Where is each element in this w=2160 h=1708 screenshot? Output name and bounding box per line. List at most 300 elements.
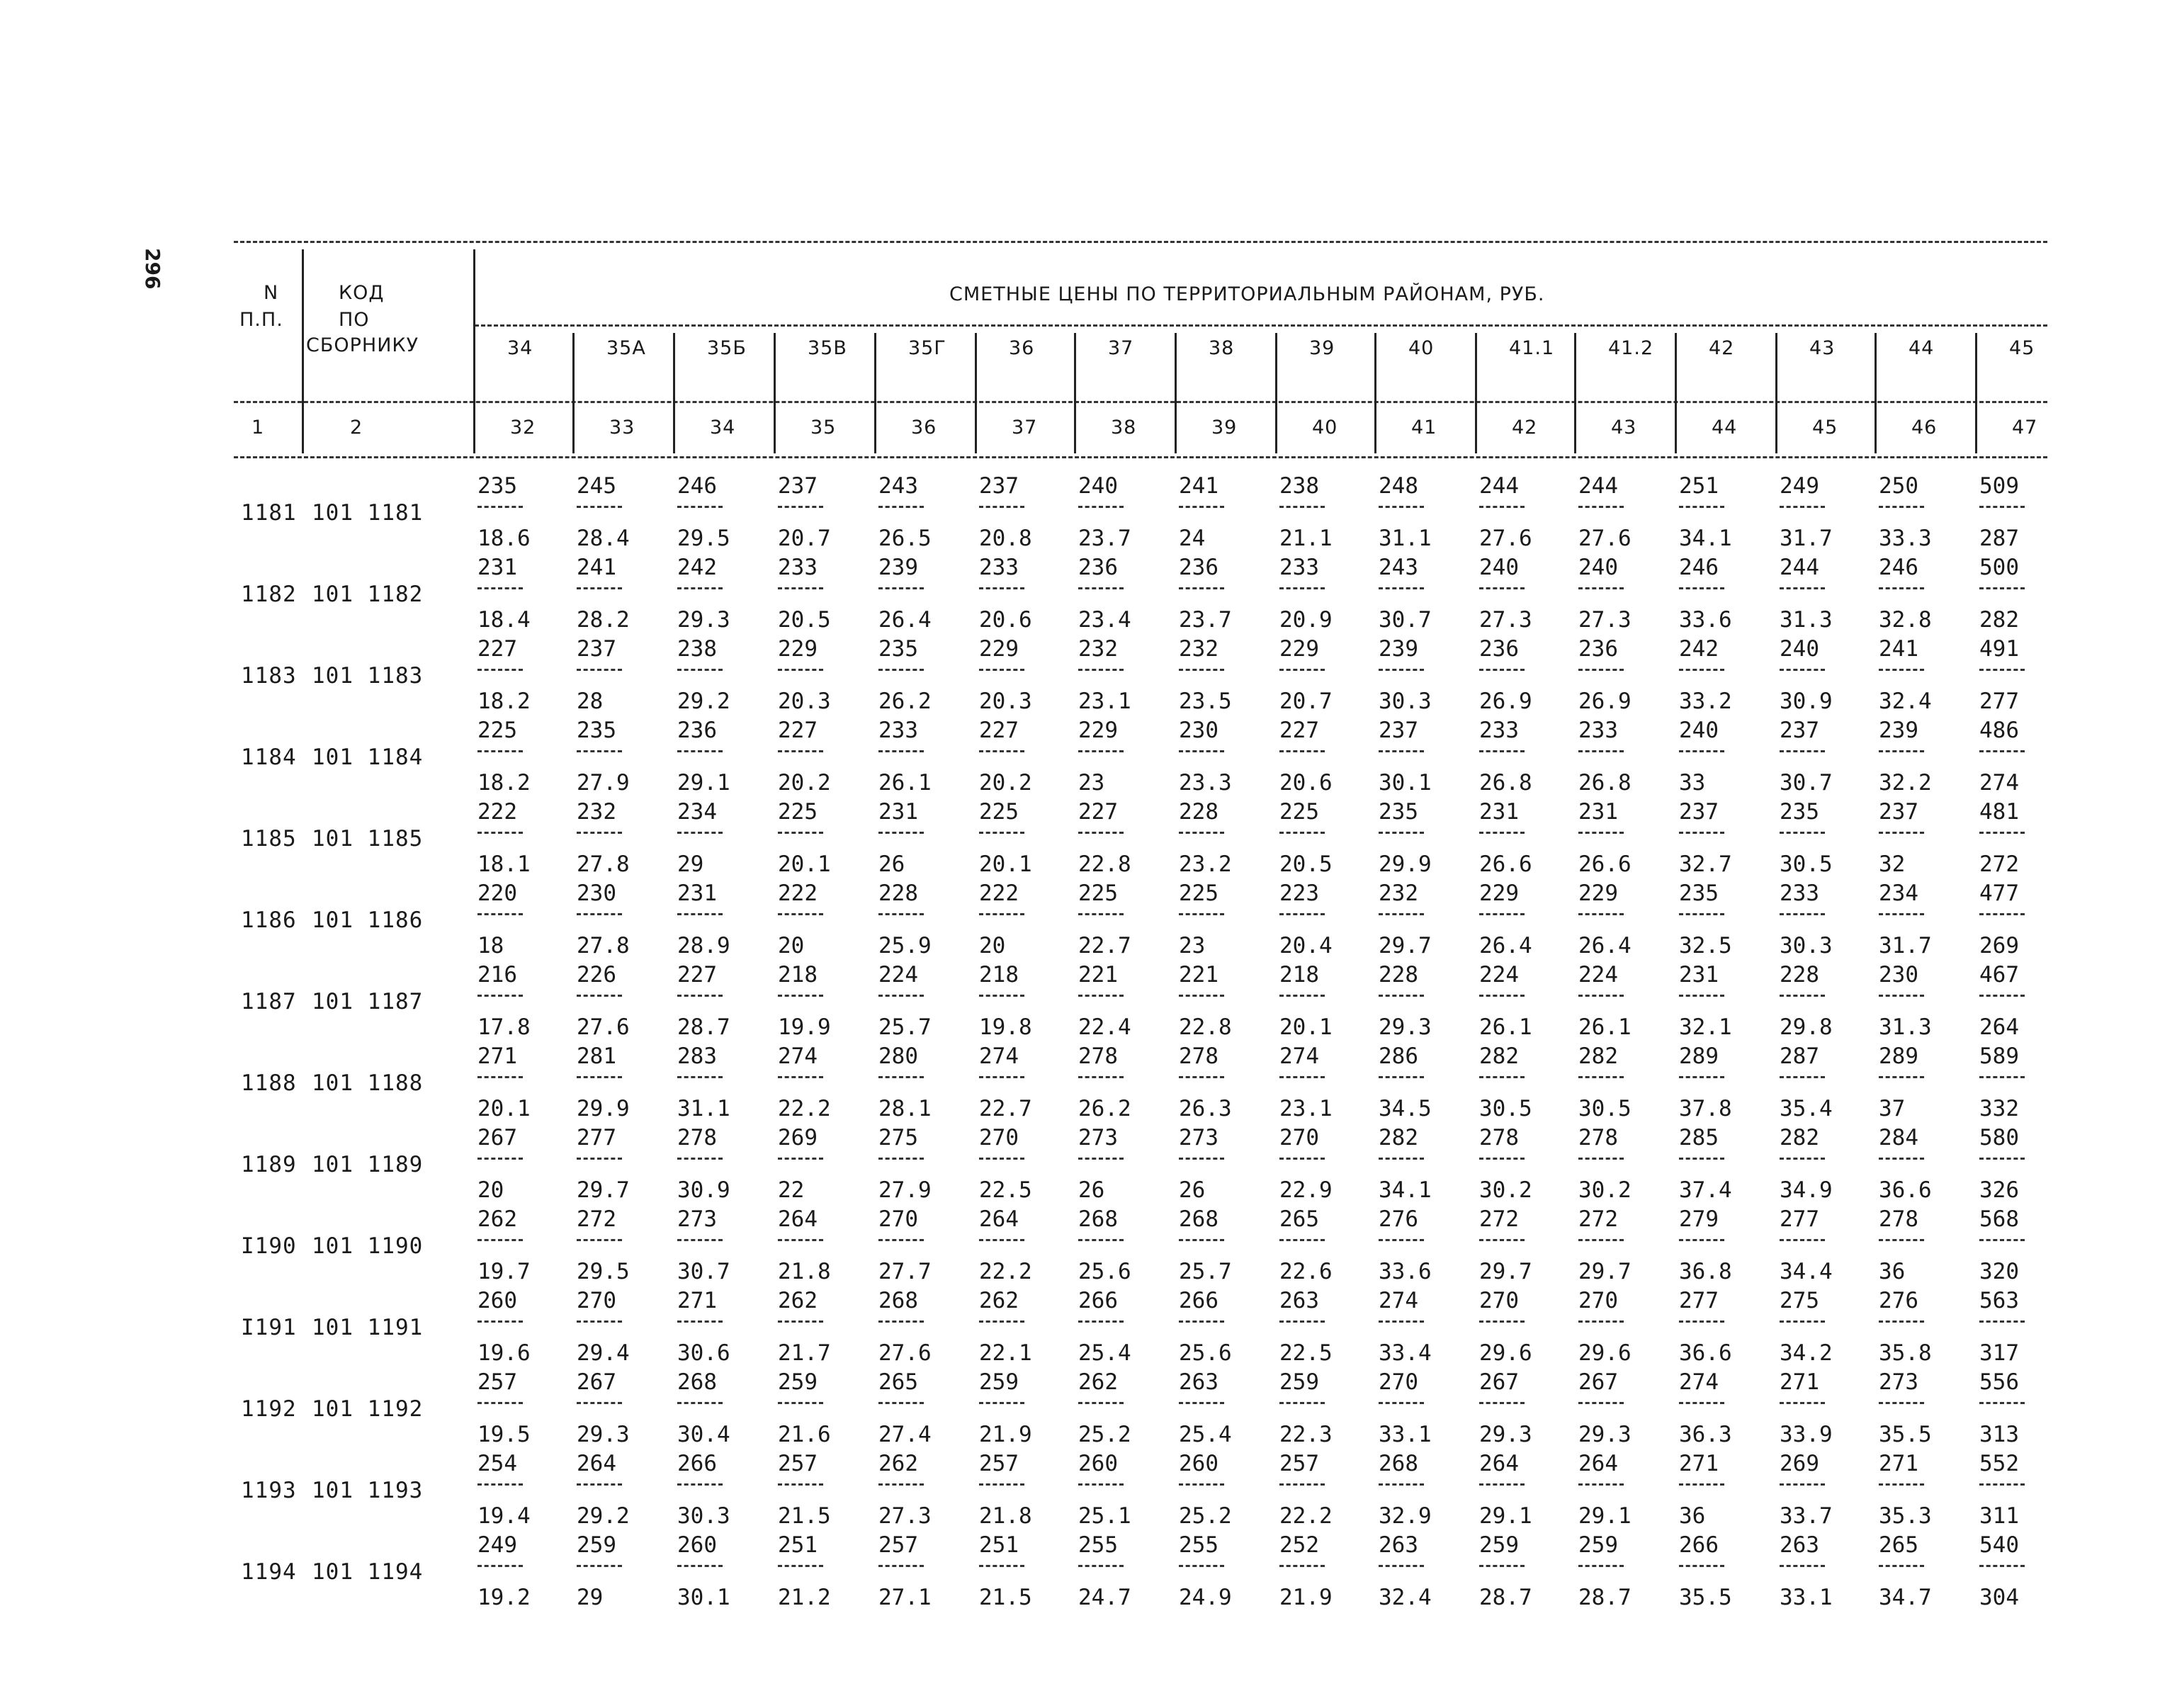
price-subvalue: 34.7 [1879, 1585, 1932, 1610]
price-subvalue: 27.3 [878, 1503, 932, 1529]
price-value: 278 [677, 1125, 717, 1150]
fraction-rule [1479, 506, 1525, 508]
fraction-rule [1780, 1239, 1825, 1241]
price-value: 235 [477, 473, 517, 499]
fraction-rule [1679, 1402, 1724, 1404]
fraction-rule [1780, 587, 1825, 589]
price-value: 257 [477, 1369, 517, 1395]
price-value: 250 [1879, 473, 1918, 499]
price-subvalue: 30.9 [1780, 689, 1833, 714]
price-subvalue: 27.4 [878, 1422, 932, 1447]
price-subvalue: 25.6 [1078, 1259, 1131, 1284]
price-value: 281 [577, 1044, 616, 1069]
district-divider [774, 333, 776, 453]
price-value: 231 [878, 799, 918, 825]
header-district-10: 40 [1408, 337, 1435, 359]
fraction-rule [1179, 1239, 1224, 1241]
price-value: 556 [1979, 1369, 2019, 1395]
price-value: 229 [1479, 881, 1519, 906]
price-value: 227 [1279, 718, 1319, 743]
fraction-rule [1979, 669, 2025, 671]
price-value: 221 [1078, 962, 1118, 988]
colnum-8: 37 [1012, 417, 1038, 439]
row-code: 101 1190 [312, 1233, 424, 1259]
price-value: 246 [1679, 555, 1719, 580]
price-subvalue: 25.4 [1179, 1422, 1232, 1447]
price-value: 254 [477, 1451, 517, 1476]
fraction-rule [1578, 913, 1624, 915]
price-subvalue: 28 [577, 689, 604, 714]
price-subvalue: 29 [677, 852, 704, 877]
district-divider [1775, 333, 1777, 453]
price-value: 222 [778, 881, 818, 906]
fraction-rule [1179, 506, 1224, 508]
price-value: 240 [1679, 718, 1719, 743]
fraction-rule [1679, 506, 1724, 508]
fraction-rule [677, 1158, 723, 1160]
price-value: 237 [979, 473, 1019, 499]
price-subvalue: 28.2 [577, 607, 630, 633]
price-value: 236 [1179, 555, 1218, 580]
price-subvalue: 33 [1679, 770, 1706, 796]
fraction-rule [1279, 1239, 1325, 1241]
price-value: 262 [477, 1206, 517, 1232]
price-subvalue: 26.9 [1479, 689, 1532, 714]
fraction-rule [1078, 1076, 1124, 1078]
price-value: 236 [1479, 636, 1519, 662]
price-subvalue: 32.9 [1379, 1503, 1432, 1529]
price-value: 232 [577, 799, 616, 825]
row-code: 101 1189 [312, 1152, 424, 1177]
price-value: 240 [1078, 473, 1118, 499]
price-subvalue: 282 [1979, 607, 2019, 633]
fraction-rule [1479, 1320, 1525, 1323]
price-value: 236 [677, 718, 717, 743]
price-subvalue: 26.5 [878, 526, 932, 551]
header-pp: П.П. [239, 309, 283, 331]
fraction-rule [1679, 995, 1724, 997]
price-subvalue: 35.5 [1679, 1585, 1732, 1610]
header-bottom-rule [234, 456, 2047, 458]
price-value: 268 [677, 1369, 717, 1395]
fraction-rule [577, 1158, 622, 1160]
price-subvalue: 22.2 [979, 1259, 1032, 1284]
fraction-rule [1879, 669, 1924, 671]
fraction-rule [1479, 750, 1525, 752]
price-value: 259 [1578, 1532, 1618, 1558]
price-subvalue: 34.5 [1379, 1096, 1432, 1121]
price-subvalue: 25.1 [1078, 1503, 1131, 1529]
price-value: 287 [1780, 1044, 1819, 1069]
price-value: 540 [1979, 1532, 2019, 1558]
fraction-rule [1379, 1239, 1424, 1241]
price-subvalue: 20.1 [778, 852, 831, 877]
fraction-rule [677, 1239, 723, 1241]
price-value: 266 [1179, 1288, 1218, 1313]
price-value: 268 [1179, 1206, 1218, 1232]
price-value: 245 [577, 473, 616, 499]
price-value: 262 [979, 1288, 1019, 1313]
price-subvalue: 31.7 [1879, 933, 1932, 958]
price-subvalue: 22.1 [979, 1340, 1032, 1366]
price-subvalue: 19.7 [477, 1259, 531, 1284]
price-subvalue: 25.2 [1078, 1422, 1131, 1447]
price-subvalue: 30.7 [677, 1259, 730, 1284]
price-subvalue: 26.2 [878, 689, 932, 714]
price-subvalue: 33.1 [1780, 1585, 1833, 1610]
price-subvalue: 26.4 [1479, 933, 1532, 958]
price-subvalue: 29 [577, 1585, 604, 1610]
fraction-rule [1979, 1483, 2025, 1486]
price-subvalue: 18.4 [477, 607, 531, 633]
price-value: 233 [1479, 718, 1519, 743]
fraction-rule [1078, 750, 1124, 752]
price-subvalue: 20.2 [979, 770, 1032, 796]
price-subvalue: 24.7 [1078, 1585, 1131, 1610]
fraction-rule [1879, 750, 1924, 752]
fraction-rule [778, 1483, 823, 1486]
price-subvalue: 27.7 [878, 1259, 932, 1284]
price-subvalue: 32 [1879, 852, 1906, 877]
colnum-1: 1 [251, 417, 265, 439]
price-subvalue: 34.4 [1780, 1259, 1833, 1284]
colnum-13: 42 [1512, 417, 1538, 439]
price-subvalue: 304 [1979, 1585, 2019, 1610]
fraction-rule [477, 506, 523, 508]
fraction-rule [1078, 587, 1124, 589]
price-value: 229 [1578, 881, 1618, 906]
price-value: 240 [1780, 636, 1819, 662]
fraction-rule [1578, 1158, 1624, 1160]
price-value: 263 [1379, 1532, 1418, 1558]
price-subvalue: 29.2 [677, 689, 730, 714]
price-value: 272 [577, 1206, 616, 1232]
price-value: 233 [1578, 718, 1618, 743]
price-value: 500 [1979, 555, 2019, 580]
fraction-rule [1979, 832, 2025, 834]
fraction-rule [1879, 1483, 1924, 1486]
price-value: 272 [1479, 1206, 1519, 1232]
price-value: 257 [778, 1451, 818, 1476]
price-value: 225 [778, 799, 818, 825]
header-n: N [264, 282, 279, 304]
fraction-rule [878, 1239, 924, 1241]
fraction-rule [1879, 1320, 1924, 1323]
price-subvalue: 27.9 [577, 770, 630, 796]
fraction-rule [1780, 1483, 1825, 1486]
fraction-rule [878, 1483, 924, 1486]
price-subvalue: 37 [1879, 1096, 1906, 1121]
price-value: 222 [477, 799, 517, 825]
row-number: I191 [241, 1315, 297, 1340]
price-subvalue: 30.5 [1479, 1096, 1532, 1121]
district-divider [874, 333, 876, 453]
price-value: 270 [1279, 1125, 1319, 1150]
price-value: 249 [477, 1532, 517, 1558]
price-subvalue: 21.1 [1279, 526, 1333, 551]
fraction-rule [677, 669, 723, 671]
price-subvalue: 274 [1979, 770, 2019, 796]
colnum-11: 40 [1312, 417, 1338, 439]
price-value: 255 [1078, 1532, 1118, 1558]
row-number: 1184 [241, 745, 297, 770]
price-value: 267 [577, 1369, 616, 1395]
header-title: СМЕТНЫЕ ЦЕНЫ ПО ТЕРРИТОРИАЛЬНЫМ РАЙОНАМ, РУБ. [949, 283, 1545, 305]
fraction-rule [677, 832, 723, 834]
price-value: 271 [477, 1044, 517, 1069]
fraction-rule [778, 913, 823, 915]
price-subvalue: 36.3 [1679, 1422, 1732, 1447]
price-value: 259 [577, 1532, 616, 1558]
price-subvalue: 26.1 [878, 770, 932, 796]
price-subvalue: 20.5 [1279, 852, 1333, 877]
price-subvalue: 27.6 [1479, 526, 1532, 551]
price-value: 233 [878, 718, 918, 743]
price-subvalue: 26.6 [1578, 852, 1632, 877]
header-district-1: 34 [507, 337, 533, 359]
price-value: 266 [677, 1451, 717, 1476]
price-value: 477 [1979, 881, 2019, 906]
col1-divider [302, 249, 304, 453]
row-number: 1187 [241, 989, 297, 1014]
fraction-rule [477, 1565, 523, 1567]
price-value: 278 [1578, 1125, 1618, 1150]
price-subvalue: 35.5 [1879, 1422, 1932, 1447]
price-value: 227 [979, 718, 1019, 743]
price-value: 238 [1279, 473, 1319, 499]
fraction-rule [1879, 1158, 1924, 1160]
price-subvalue: 31.7 [1780, 526, 1833, 551]
price-subvalue: 21.8 [778, 1259, 831, 1284]
fraction-rule [1780, 995, 1825, 997]
fraction-rule [1679, 832, 1724, 834]
fraction-rule [778, 1320, 823, 1323]
fraction-rule [1179, 1158, 1224, 1160]
colnum-12: 41 [1411, 417, 1437, 439]
price-value: 229 [1078, 718, 1118, 743]
price-subvalue: 22.8 [1078, 852, 1131, 877]
price-value: 267 [1578, 1369, 1618, 1395]
price-value: 272 [1578, 1206, 1618, 1232]
price-subvalue: 21.6 [778, 1422, 831, 1447]
fraction-rule [1679, 1483, 1724, 1486]
fraction-rule [577, 669, 622, 671]
price-subvalue: 26.4 [878, 607, 932, 633]
price-subvalue: 23 [1179, 933, 1206, 958]
price-subvalue: 36.6 [1879, 1177, 1932, 1203]
fraction-rule [1879, 506, 1924, 508]
fraction-rule [577, 1076, 622, 1078]
fraction-rule [1679, 1239, 1724, 1241]
fraction-rule [979, 1565, 1024, 1567]
fraction-rule [1780, 1565, 1825, 1567]
price-value: 276 [1379, 1206, 1418, 1232]
fraction-rule [979, 1402, 1024, 1404]
price-subvalue: 19.8 [979, 1014, 1032, 1040]
header-district-16: 45 [2009, 337, 2035, 359]
fraction-rule [1379, 995, 1424, 997]
header-district-13: 42 [1709, 337, 1735, 359]
price-value: 246 [677, 473, 717, 499]
price-subvalue: 19.6 [477, 1340, 531, 1366]
fraction-rule [979, 1483, 1024, 1486]
price-value: 230 [1179, 718, 1218, 743]
price-subvalue: 30.3 [1379, 689, 1432, 714]
price-subvalue: 29.8 [1780, 1014, 1833, 1040]
fraction-rule [778, 1565, 823, 1567]
price-value: 235 [1780, 799, 1819, 825]
price-subvalue: 21.7 [778, 1340, 831, 1366]
price-value: 563 [1979, 1288, 2019, 1313]
price-subvalue: 22.4 [1078, 1014, 1131, 1040]
price-value: 568 [1979, 1206, 2019, 1232]
fraction-rule [1078, 913, 1124, 915]
price-subvalue: 29.7 [1379, 933, 1432, 958]
price-subvalue: 29.7 [577, 1177, 630, 1203]
price-value: 242 [677, 555, 717, 580]
price-subvalue: 21.9 [979, 1422, 1032, 1447]
price-subvalue: 320 [1979, 1259, 2019, 1284]
price-value: 268 [1078, 1206, 1118, 1232]
price-value: 263 [1279, 1288, 1319, 1313]
price-subvalue: 37.8 [1679, 1096, 1732, 1121]
price-subvalue: 32.2 [1879, 770, 1932, 796]
price-value: 232 [1179, 636, 1218, 662]
price-value: 244 [1479, 473, 1519, 499]
colnum-2: 2 [350, 417, 363, 439]
fraction-rule [677, 913, 723, 915]
fraction-rule [1578, 587, 1624, 589]
price-subvalue: 20.1 [1279, 1014, 1333, 1040]
fraction-rule [477, 1320, 523, 1323]
price-subvalue: 31.3 [1879, 1014, 1932, 1040]
price-subvalue: 27.6 [577, 1014, 630, 1040]
price-subvalue: 20.7 [778, 526, 831, 551]
page-number: 296 [141, 248, 164, 290]
fraction-rule [878, 506, 924, 508]
price-subvalue: 20.2 [778, 770, 831, 796]
header-district-8: 38 [1209, 337, 1235, 359]
price-value: 509 [1979, 473, 2019, 499]
fraction-rule [477, 1483, 523, 1486]
fraction-rule [1780, 669, 1825, 671]
price-subvalue: 33.2 [1679, 689, 1732, 714]
price-subvalue: 27.1 [878, 1585, 932, 1610]
price-value: 227 [778, 718, 818, 743]
price-value: 289 [1879, 1044, 1918, 1069]
row-number: 1186 [241, 907, 297, 933]
price-subvalue: 31.1 [677, 1096, 730, 1121]
fraction-rule [778, 750, 823, 752]
fraction-rule [1979, 1076, 2025, 1078]
price-value: 280 [878, 1044, 918, 1069]
price-subvalue: 32.4 [1879, 689, 1932, 714]
price-value: 227 [677, 962, 717, 988]
price-subvalue: 30.7 [1780, 770, 1833, 796]
price-subvalue: 20.6 [1279, 770, 1333, 796]
fraction-rule [878, 669, 924, 671]
price-value: 251 [1679, 473, 1719, 499]
price-value: 274 [1279, 1044, 1319, 1069]
price-subvalue: 20 [778, 933, 805, 958]
fraction-rule [1578, 832, 1624, 834]
price-value: 276 [1879, 1288, 1918, 1313]
price-value: 246 [1879, 555, 1918, 580]
fraction-rule [1578, 1239, 1624, 1241]
price-subvalue: 313 [1979, 1422, 2019, 1447]
fraction-rule [979, 587, 1024, 589]
price-subvalue: 29.3 [577, 1422, 630, 1447]
price-value: 224 [878, 962, 918, 988]
price-value: 244 [1578, 473, 1618, 499]
price-subvalue: 23 [1078, 770, 1105, 796]
fraction-rule [1379, 1565, 1424, 1567]
district-divider [1374, 333, 1376, 453]
fraction-rule [1979, 587, 2025, 589]
price-value: 241 [577, 555, 616, 580]
price-value: 224 [1578, 962, 1618, 988]
fraction-rule [677, 1076, 723, 1078]
price-value: 268 [1379, 1451, 1418, 1476]
price-subvalue: 23.5 [1179, 689, 1232, 714]
price-subvalue: 23.7 [1078, 526, 1131, 551]
price-value: 270 [979, 1125, 1019, 1150]
fraction-rule [677, 1320, 723, 1323]
price-value: 273 [677, 1206, 717, 1232]
price-value: 259 [778, 1369, 818, 1395]
fraction-rule [1979, 506, 2025, 508]
price-value: 234 [677, 799, 717, 825]
price-value: 263 [1780, 1532, 1819, 1558]
fraction-rule [1679, 913, 1724, 915]
price-value: 225 [1179, 881, 1218, 906]
fraction-rule [677, 1565, 723, 1567]
colnum-17: 46 [1911, 417, 1938, 439]
price-value: 257 [1279, 1451, 1319, 1476]
price-value: 257 [979, 1451, 1019, 1476]
header-district-11: 41.1 [1509, 337, 1555, 359]
price-value: 274 [1679, 1369, 1719, 1395]
district-divider [673, 333, 675, 453]
row-number: 1185 [241, 826, 297, 852]
fraction-rule [1379, 913, 1424, 915]
fraction-rule [1279, 1158, 1325, 1160]
fraction-rule [1379, 750, 1424, 752]
price-subvalue: 18.6 [477, 526, 531, 551]
price-subvalue: 332 [1979, 1096, 2019, 1121]
price-subvalue: 36.8 [1679, 1259, 1732, 1284]
price-value: 282 [1578, 1044, 1618, 1069]
fraction-rule [1578, 1076, 1624, 1078]
price-value: 229 [1279, 636, 1319, 662]
title-under-rule [475, 324, 2047, 327]
price-subvalue: 30.7 [1379, 607, 1432, 633]
fraction-rule [1979, 750, 2025, 752]
price-value: 221 [1179, 962, 1218, 988]
price-subvalue: 28.4 [577, 526, 630, 551]
price-value: 231 [1679, 962, 1719, 988]
price-subvalue: 26 [1078, 1177, 1105, 1203]
fraction-rule [778, 995, 823, 997]
price-subvalue: 32.5 [1679, 933, 1732, 958]
price-subvalue: 20.8 [979, 526, 1032, 551]
colnum-10: 39 [1211, 417, 1238, 439]
price-subvalue: 27.8 [577, 933, 630, 958]
fraction-rule [1078, 506, 1124, 508]
price-subvalue: 35.4 [1780, 1096, 1833, 1121]
price-subvalue: 22.6 [1279, 1259, 1333, 1284]
fraction-rule [1679, 587, 1724, 589]
